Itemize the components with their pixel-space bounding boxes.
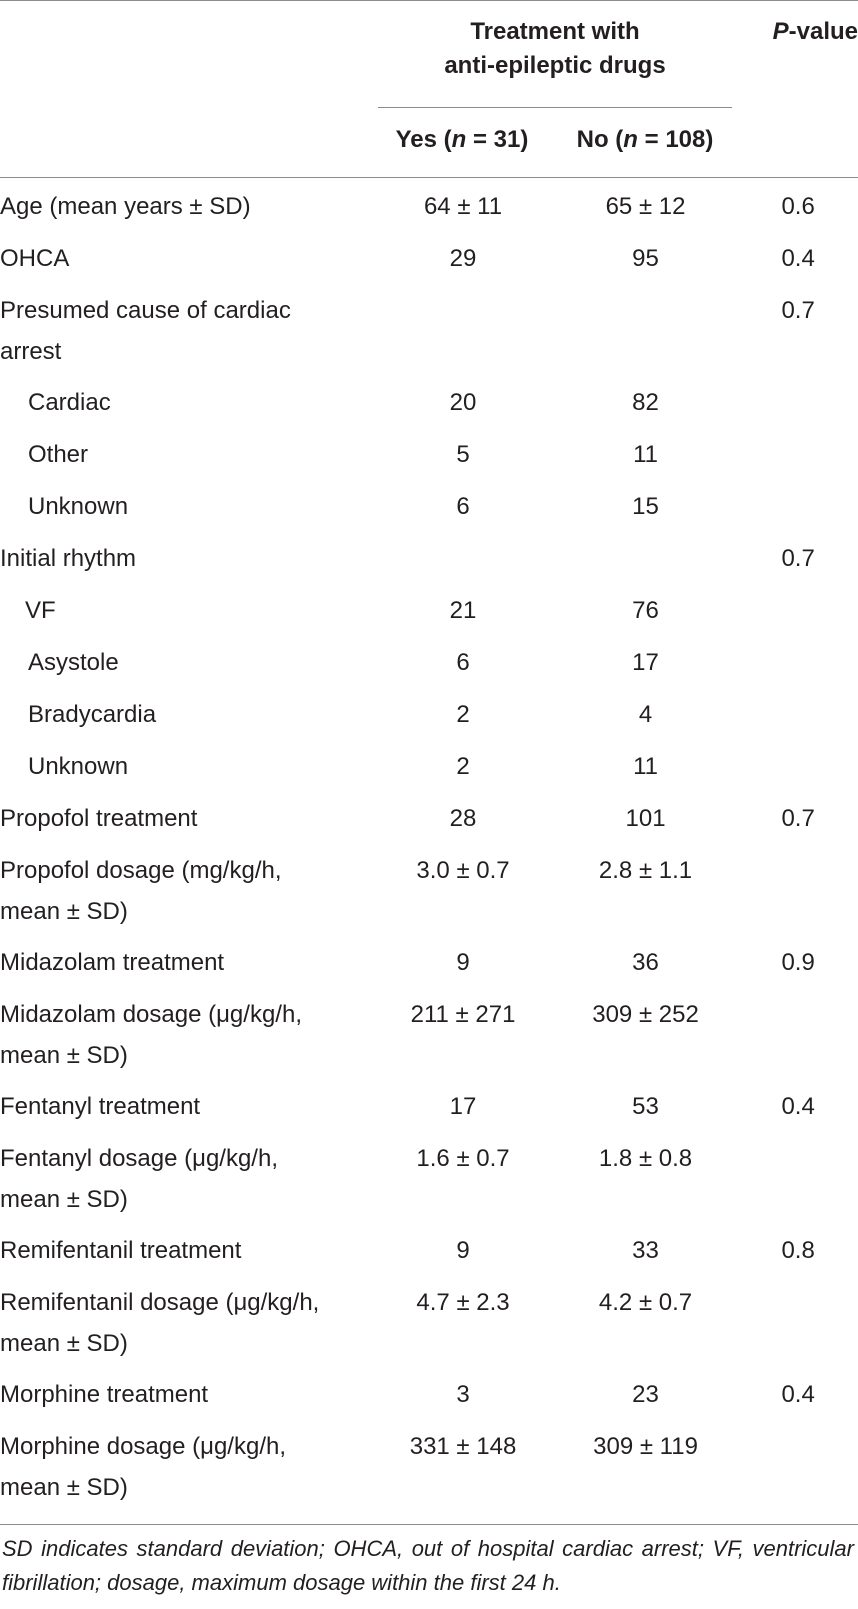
yes-value: 4.7 ± 2.3 <box>416 1289 510 1316</box>
no-value <box>553 290 739 382</box>
row-label: Midazolam dosage (μg/kg/h, mean ± SD) <box>0 1001 302 1069</box>
yes-value: 64 ± 11 <box>423 193 503 220</box>
no-value <box>553 538 739 590</box>
p-value <box>738 590 858 642</box>
table-row <box>0 994 858 1086</box>
no-value: 2.8 ± 1.1 <box>598 857 693 884</box>
row-label: Fentanyl treatment <box>0 1093 201 1120</box>
row-label: Remifentanil treatment <box>0 1237 242 1264</box>
yes-header <box>372 123 552 157</box>
no-value: 309 ± 252 <box>592 1001 699 1028</box>
p-value: 0.7 <box>781 545 815 572</box>
yes-value: 211 ± 271 <box>410 1001 516 1028</box>
no-value: 36 <box>632 949 659 976</box>
p-value <box>738 486 858 538</box>
no-value: 4 <box>638 701 653 728</box>
row-label: Remifentanil dosage (μg/kg/h, mean ± SD) <box>0 1289 320 1357</box>
yes-value: 28 <box>449 805 477 832</box>
top-rule <box>0 0 858 1</box>
yes-value: 3.0 ± 0.7 <box>416 857 510 884</box>
yes-value: 17 <box>449 1093 477 1120</box>
yes-header-suffix: = 31) <box>466 126 529 153</box>
table-row <box>0 1374 858 1426</box>
yes-value: 2 <box>456 701 470 728</box>
p-value <box>738 850 858 942</box>
row-label: Cardiac <box>28 389 111 416</box>
no-header-n: n <box>623 126 638 153</box>
header-rule <box>0 177 858 178</box>
p-value <box>738 642 858 694</box>
table-row <box>0 186 858 238</box>
p-value <box>738 746 858 798</box>
p-value <box>738 1282 858 1374</box>
row-label: Initial rhythm <box>0 545 137 572</box>
p-value <box>738 382 858 434</box>
p-value: 0.4 <box>781 1381 815 1408</box>
no-value: 309 ± 119 <box>593 1433 698 1460</box>
yes-value: 9 <box>456 949 470 976</box>
p-value <box>738 994 858 1086</box>
p-value: 0.6 <box>781 193 815 220</box>
table-row <box>0 746 858 798</box>
row-label: Asystole <box>28 649 119 676</box>
row-label: VF <box>25 597 56 624</box>
no-value: 1.8 ± 0.8 <box>598 1145 693 1172</box>
table-footnote: SD indicates standard deviation; OHCA, out of hospital cardiac arrest; VF, ventricular fibrillation; dosage, maximum dosage within the first 24 h. <box>2 1536 854 1595</box>
group-header-line2: anti-epileptic drugs <box>444 52 666 79</box>
table-row <box>0 1138 858 1230</box>
yes-header-prefix: Yes ( <box>395 126 452 153</box>
yes-value: 6 <box>456 649 470 676</box>
table-row <box>0 1086 858 1138</box>
p-value <box>738 1138 858 1230</box>
p-value: 0.4 <box>781 1093 815 1120</box>
row-label: Age (mean years ± SD) <box>0 193 251 220</box>
table-row <box>0 1426 858 1518</box>
row-label: Unknown <box>28 493 129 520</box>
footer-rule <box>0 1524 858 1525</box>
table-row <box>0 798 858 850</box>
yes-value: 9 <box>456 1237 470 1264</box>
no-value: 23 <box>632 1381 659 1408</box>
group-header-line1: Treatment with <box>470 18 640 45</box>
row-label: Morphine treatment <box>0 1381 209 1408</box>
yes-value: 1.6 ± 0.7 <box>416 1145 510 1172</box>
table-row <box>0 434 858 486</box>
row-label: Other <box>28 441 89 468</box>
yes-header-n: n <box>451 126 467 153</box>
no-header-suffix: = 108) <box>637 126 714 153</box>
row-label: Unknown <box>28 753 129 780</box>
row-label: OHCA <box>0 245 70 272</box>
table-row <box>0 642 858 694</box>
no-value: 33 <box>632 1237 659 1264</box>
p-value: 0.7 <box>781 297 815 324</box>
row-label: Presumed cause of cardiac arrest <box>0 297 291 365</box>
pvalue-header-rest: -value <box>788 18 858 45</box>
p-value <box>738 694 858 746</box>
no-header-prefix: No ( <box>576 126 624 153</box>
no-value: 101 <box>625 805 666 832</box>
table-row <box>0 694 858 746</box>
no-header <box>552 123 738 157</box>
row-label: Midazolam treatment <box>0 949 225 976</box>
table-row <box>0 382 858 434</box>
row-label: Propofol treatment <box>0 805 198 832</box>
yes-value: 5 <box>456 441 470 468</box>
no-value: 53 <box>632 1093 659 1120</box>
no-value: 4.2 ± 0.7 <box>598 1289 693 1316</box>
yes-value <box>373 290 553 382</box>
no-value: 95 <box>632 245 659 272</box>
yes-value: 29 <box>449 245 477 272</box>
p-value: 0.8 <box>781 1237 815 1264</box>
group-header <box>372 15 738 83</box>
no-value: 17 <box>632 649 659 676</box>
no-value: 15 <box>632 493 659 520</box>
p-value: 0.9 <box>781 949 815 976</box>
table-row <box>0 942 858 994</box>
p-value <box>738 434 858 486</box>
no-value: 11 <box>633 441 658 468</box>
yes-value: 20 <box>449 389 477 416</box>
no-value: 11 <box>633 753 658 780</box>
table-row <box>0 290 858 382</box>
row-label: Propofol dosage (mg/kg/h, mean ± SD) <box>0 857 282 925</box>
no-value: 65 ± 12 <box>605 193 686 220</box>
yes-value: 331 ± 148 <box>409 1433 517 1460</box>
p-value: 0.4 <box>781 245 815 272</box>
table-row <box>0 590 858 642</box>
p-value: 0.7 <box>781 805 815 832</box>
yes-value: 21 <box>449 597 477 624</box>
pvalue-header-p: P <box>772 18 789 45</box>
table-row <box>0 1230 858 1282</box>
yes-value: 2 <box>456 753 470 780</box>
yes-value: 3 <box>456 1381 470 1408</box>
table-row <box>0 238 858 290</box>
row-label: Fentanyl dosage (μg/kg/h, mean ± SD) <box>0 1145 278 1213</box>
table-row <box>0 850 858 942</box>
yes-value <box>373 538 553 590</box>
p-value <box>738 1426 858 1518</box>
yes-value: 6 <box>456 493 470 520</box>
table-row <box>0 486 858 538</box>
table-row <box>0 538 858 590</box>
table-row <box>0 1282 858 1374</box>
group-rule <box>378 107 732 108</box>
data-table <box>0 186 858 1518</box>
no-value: 82 <box>632 389 659 416</box>
row-label: Bradycardia <box>28 701 157 728</box>
no-value: 76 <box>632 597 659 624</box>
row-label: Morphine dosage (μg/kg/h, mean ± SD) <box>0 1433 286 1501</box>
pvalue-header <box>745 15 858 49</box>
